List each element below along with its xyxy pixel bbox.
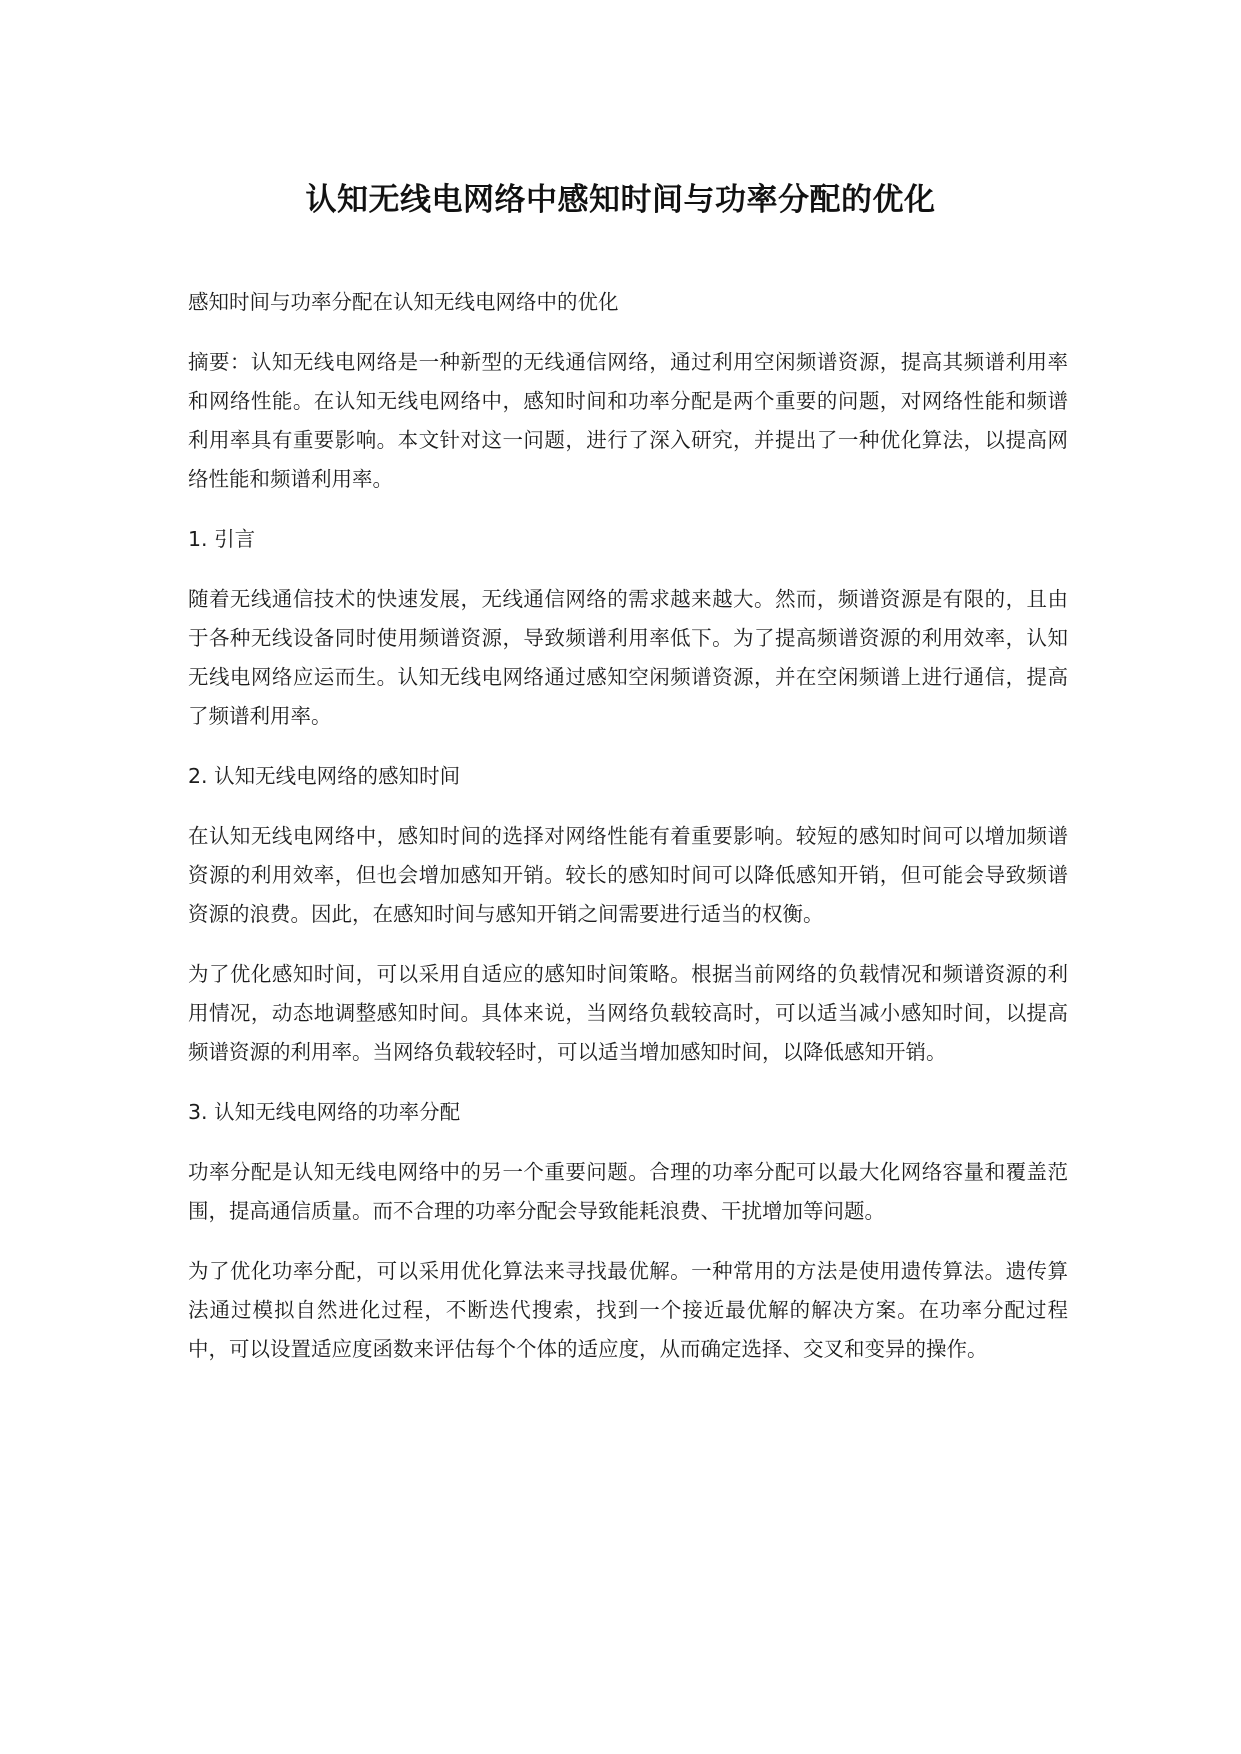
sensing-time-paragraph-1: 在认知无线电网络中，感知时间的选择对网络性能有着重要影响。较短的感知时间可以增加频谱资源的利用效率，但也会增加感知开销。较长的感知时间可以降低感知开销，但可能会导致频谱资源的浪费。因此，在感知时间与感知开销之间需要进行适当的权衡。 xyxy=(188,824,1068,926)
power-allocation-paragraph-1: 功率分配是认知无线电网络中的另一个重要问题。合理的功率分配可以最大化网络容量和覆盖范围，提高通信质量。而不合理的功率分配会导致能耗浪费、干扰增加等问题。 xyxy=(188,1160,1068,1223)
sensing-time-paragraph-2: 为了优化感知时间，可以采用自适应的感知时间策略。根据当前网络的负载情况和频谱资源的利用情况，动态地调整感知时间。具体来说，当网络负载较高时，可以适当减小感知时间，以提高频谱资源的利用率。当网络负载较轻时，可以适当增加感知时间，以降低感知开销。 xyxy=(188,962,1068,1064)
section-heading-sensing-time: 2. 认知无线电网络的感知时间 xyxy=(188,764,461,788)
power-allocation-paragraph-2: 为了优化功率分配，可以采用优化算法来寻找最优解。一种常用的方法是使用遗传算法。遗传算法通过模拟自然进化过程，不断迭代搜索，找到一个接近最优解的解决方案。在功率分配过程中，可以设置适应度函数来评估每个个体的适应度，从而确定选择、交叉和变异的操作。 xyxy=(188,1259,1068,1361)
abstract-paragraph: 摘要：认知无线电网络是一种新型的无线通信网络，通过利用空闲频谱资源，提高其频谱利用率和网络性能。在认知无线电网络中，感知时间和功率分配是两个重要的问题，对网络性能和频谱利用率具有重要影响。本文针对这一问题，进行了深入研究，并提出了一种优化算法，以提高网络性能和频谱利用率。 xyxy=(188,350,1068,491)
section-heading-introduction: 1. 引言 xyxy=(188,527,256,551)
document-body xyxy=(188,283,1068,1390)
document-subtitle: 感知时间与功率分配在认知无线电网络中的优化 xyxy=(188,290,619,314)
section-heading-power-allocation: 3. 认知无线电网络的功率分配 xyxy=(188,1100,461,1124)
document-title: 认知无线电网络中感知时间与功率分配的优化 xyxy=(305,182,936,218)
introduction-paragraph: 随着无线通信技术的快速发展，无线通信网络的需求越来越大。然而，频谱资源是有限的，且由于各种无线设备同时使用频谱资源，导致频谱利用率低下。为了提高频谱资源的利用效率，认知无线电网络应运而生。认知无线电网络通过感知空闲频谱资源，并在空闲频谱上进行通信，提高了频谱利用率。 xyxy=(188,587,1068,728)
